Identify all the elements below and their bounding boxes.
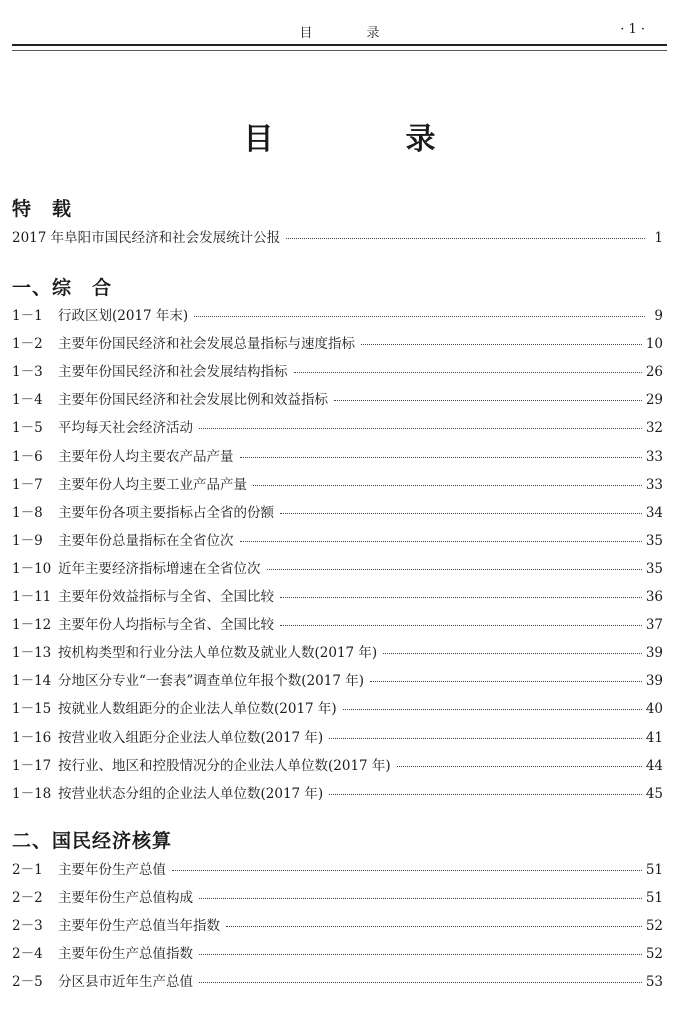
- toc-entry[interactable]: [12, 585, 663, 607]
- toc-entry-page: 29: [645, 392, 663, 409]
- toc-entry-page: 35: [645, 560, 663, 577]
- toc-entry-title: 主要年份总量指标在全省位次: [58, 532, 234, 549]
- dot-leader: [267, 569, 642, 570]
- toc-entry-number: 1－17: [12, 757, 52, 774]
- toc-entry-title: 按营业收入组距分企业法人单位数(2017 年): [58, 729, 324, 746]
- dot-leader: [280, 513, 642, 514]
- page-title-char: 录: [405, 122, 436, 157]
- page-title-char: 目: [243, 122, 274, 157]
- dot-leader: [334, 400, 642, 401]
- toc-entry[interactable]: [12, 782, 663, 804]
- toc-entry-page: 32: [645, 420, 663, 437]
- toc-entry-page: 35: [645, 532, 663, 549]
- toc-entry[interactable]: [12, 529, 663, 551]
- dot-leader: [199, 428, 642, 429]
- toc-entry-number: 1－9: [12, 532, 43, 549]
- dot-leader: [199, 954, 642, 955]
- toc-entry-title: 主要年份生产总值: [58, 862, 166, 878]
- toc-entry-title: 按行业、地区和控股情况分的企业法人单位数(2017 年): [58, 757, 391, 774]
- toc-entry[interactable]: [12, 858, 663, 880]
- toc-entry-title: 2017 年阜阳市国民经济和社会发展统计公报: [12, 230, 281, 246]
- dot-leader: [383, 653, 642, 654]
- toc-entry-number: 1－15: [12, 701, 52, 718]
- toc-entry[interactable]: [12, 970, 663, 992]
- toc-entry-number: 1－7: [12, 476, 43, 493]
- toc-entry-number: 1－6: [12, 448, 43, 465]
- toc-entry-page: 36: [645, 589, 663, 605]
- toc-entry-title: 主要年份生产总值构成: [58, 890, 193, 906]
- toc-entry-page: 45: [645, 785, 663, 802]
- toc-entry[interactable]: [12, 669, 663, 691]
- toc-entry[interactable]: [12, 557, 663, 579]
- toc-entry-title: 主要年份国民经济和社会发展总量指标与速度指标: [58, 336, 355, 353]
- toc-entry-title: 主要年份生产总值当年指数: [58, 918, 220, 934]
- dot-leader: [226, 926, 642, 927]
- toc-entry-number: 1－14: [12, 673, 52, 690]
- dot-leader: [199, 982, 642, 983]
- toc-entry-title: 主要年份人均主要工业产品产量: [58, 476, 247, 493]
- dot-leader: [361, 344, 642, 345]
- toc-entry-number: 1－10: [12, 560, 52, 577]
- dot-leader: [294, 372, 642, 373]
- toc-entry-page: 33: [645, 448, 663, 465]
- toc-entry-number: 1－13: [12, 645, 52, 662]
- toc-entry[interactable]: [12, 697, 663, 719]
- toc-entry-title: 主要年份各项主要指标占全省的份额: [58, 504, 274, 521]
- toc-entry-title: 平均每天社会经济活动: [58, 420, 193, 437]
- dot-leader: [253, 485, 642, 486]
- toc-entry-title: 主要年份人均指标与全省、全国比较: [58, 617, 274, 634]
- toc-entry-title: 按就业人数组距分的企业法人单位数(2017 年): [58, 701, 337, 718]
- toc-entry-page: 26: [645, 364, 663, 381]
- header-rule: [12, 44, 667, 51]
- toc-entry[interactable]: [12, 360, 663, 382]
- toc-entry-title: 分地区分专业“一套表”调查单位年报个数(2017 年): [58, 673, 364, 690]
- section-heading-1: 一、综 合: [12, 277, 113, 299]
- toc-entry-page: 9: [654, 308, 663, 324]
- toc-entry-number: 1－11: [12, 589, 52, 605]
- toc-entry[interactable]: [12, 473, 663, 495]
- toc-entry-page: 34: [645, 504, 663, 521]
- toc-entry-number: 2－2: [12, 890, 43, 906]
- toc-entry-page: 1: [654, 230, 663, 246]
- toc-entry-title: 主要年份国民经济和社会发展比例和效益指标: [58, 392, 328, 409]
- toc-entry[interactable]: [12, 942, 663, 964]
- dot-leader: [280, 625, 642, 626]
- toc-entry-title: 分区县市近年生产总值: [58, 974, 193, 990]
- toc-entry-page: 52: [645, 946, 663, 962]
- toc-entry[interactable]: [12, 304, 663, 326]
- dot-leader: [370, 681, 642, 682]
- dot-leader: [280, 597, 642, 598]
- toc-entry-title: 按机构类型和行业分法人单位数及就业人数(2017 年): [58, 645, 378, 662]
- dot-leader: [329, 794, 642, 795]
- toc-entry-page: 33: [645, 476, 663, 493]
- dot-leader: [240, 457, 642, 458]
- running-head: [12, 22, 667, 46]
- toc-entry-page: 41: [645, 729, 663, 746]
- toc-entry-number: 1－12: [12, 617, 52, 634]
- toc-entry[interactable]: [12, 501, 663, 523]
- toc-entry-page: 10: [645, 336, 663, 353]
- dot-leader: [329, 738, 642, 739]
- toc-entry-number: 2－1: [12, 862, 43, 878]
- dot-leader: [172, 870, 642, 871]
- toc-entry-number: 2－3: [12, 918, 43, 934]
- toc-entry[interactable]: [12, 754, 663, 776]
- toc-entry[interactable]: [12, 726, 663, 748]
- dot-leader: [199, 898, 642, 899]
- toc-entry-page: 37: [645, 617, 663, 634]
- toc-entry[interactable]: [12, 445, 663, 467]
- toc-entry-number: 1－3: [12, 364, 43, 381]
- dot-leader: [240, 541, 642, 542]
- toc-entry-title: 近年主要经济指标增速在全省位次: [58, 560, 261, 577]
- section-heading-2: 二、国民经济核算: [12, 830, 173, 852]
- running-head-title: [12, 22, 667, 41]
- running-head-char: 录: [366, 26, 380, 41]
- toc-entry-page: 52: [645, 918, 663, 934]
- dot-leader: [343, 709, 642, 710]
- toc-entry[interactable]: [12, 388, 663, 410]
- toc-entry-title: 行政区划(2017 年末): [58, 308, 189, 324]
- toc-entry-number: 2－4: [12, 946, 43, 962]
- toc-entry[interactable]: [12, 226, 663, 248]
- toc-entry-number: 1－16: [12, 729, 52, 746]
- toc-entry-number: 2－5: [12, 974, 43, 990]
- toc-entry-number: 1－2: [12, 336, 43, 353]
- toc-entry-title: 主要年份生产总值指数: [58, 946, 193, 962]
- toc-entry-title: 主要年份国民经济和社会发展结构指标: [58, 364, 288, 381]
- toc-entry-number: 1－4: [12, 392, 43, 409]
- running-head-char: 目: [299, 26, 313, 41]
- toc-entry-title: 主要年份效益指标与全省、全国比较: [58, 589, 274, 605]
- toc-entry[interactable]: [12, 332, 663, 354]
- toc-entry-page: 39: [645, 673, 663, 690]
- toc-entry[interactable]: [12, 914, 663, 936]
- toc-entry-page: 40: [645, 701, 663, 718]
- dot-leader: [194, 316, 645, 317]
- toc-entry-page: 53: [645, 974, 663, 990]
- toc-entry[interactable]: [12, 641, 663, 663]
- toc-entry[interactable]: [12, 416, 663, 438]
- toc-entry[interactable]: [12, 886, 663, 908]
- toc-entry-title: 主要年份人均主要农产品产量: [58, 448, 234, 465]
- toc-entry-page: 51: [645, 862, 663, 878]
- toc-entry-number: 1－8: [12, 504, 43, 521]
- dot-leader: [397, 766, 642, 767]
- page-title: [0, 114, 679, 158]
- toc-entry-page: 39: [645, 645, 663, 662]
- toc-entry-title: 按营业状态分组的企业法人单位数(2017 年): [58, 785, 324, 802]
- toc-entry-number: 1－1: [12, 308, 43, 324]
- toc-entry-number: 1－5: [12, 420, 43, 437]
- toc-entry-number: 1－18: [12, 785, 52, 802]
- section-heading-special: 特 载: [12, 198, 73, 220]
- toc-entry-page: 44: [645, 757, 663, 774]
- dot-leader: [286, 238, 645, 239]
- toc-entry-page: 51: [645, 890, 663, 906]
- running-head-page-number: · 1 ·: [620, 22, 645, 37]
- toc-entry[interactable]: [12, 613, 663, 635]
